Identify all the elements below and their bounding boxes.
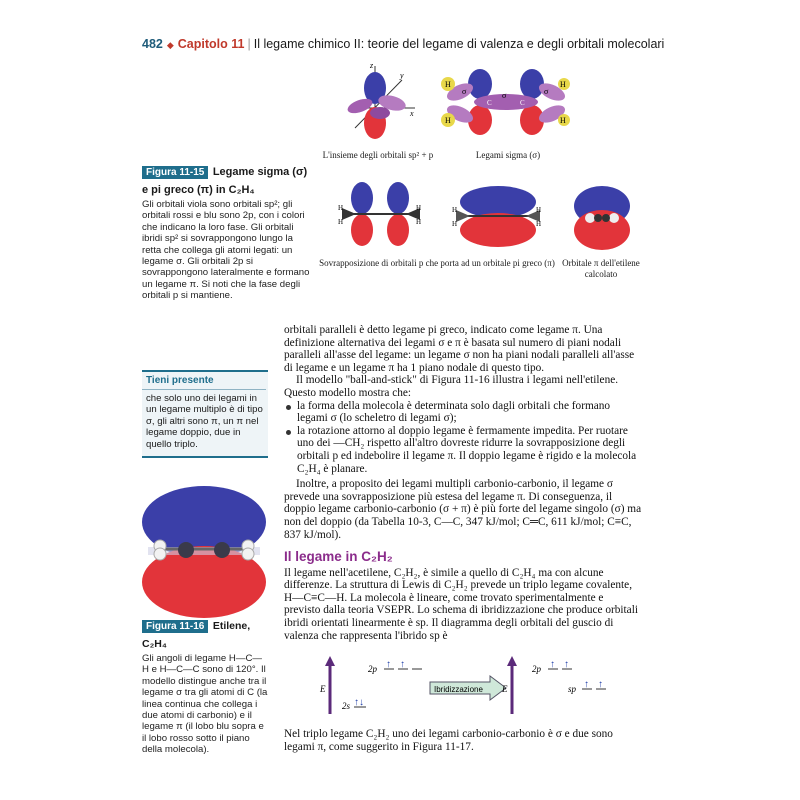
paragraph: Inoltre, a proposito dei legami multipli carbonio-carbonio, il legame σ prevede una sovrapposizione più estesa del legame π. Di conseguenza, il doppio legame carbonio-carbonio (σ + π) è più forte del legame singolo (σ) ma non del doppio (da Tabella 10-3, C—C, 347 kJ/mol; C═C, 611 kJ/mol; C≡C, 837 kJ/mol).: [284, 478, 642, 541]
spin-pair-icon: ↑↓: [354, 697, 364, 708]
main-text-column: [284, 324, 642, 642]
h-atom-label: H: [452, 206, 458, 214]
orbital-label-sp: sp: [568, 684, 577, 694]
hybridization-arrow-label: Ibridizzazione: [434, 685, 483, 694]
h-atom-label: H: [416, 204, 422, 212]
orbital-label-2p: 2p: [532, 664, 541, 674]
sigma-bonds-image: [440, 62, 570, 144]
y-axis-label: y: [400, 71, 404, 80]
spin-up-icon: ↑: [584, 679, 589, 690]
z-axis-label: z: [370, 61, 374, 70]
caption-calculated: Orbitale π dell'etilene calcolato: [562, 258, 640, 279]
c-atom-label: C: [520, 99, 525, 107]
reminder-title: Tieni presente: [146, 375, 214, 386]
reminder-box: [142, 370, 268, 458]
h-atom-label: H: [560, 80, 566, 89]
p-orbitals-image: [336, 178, 426, 248]
orbital-label-2s: 2s: [342, 701, 351, 711]
paragraph: Il legame nell'acetilene, C₂H₂, è simile a quello di C₂H₄ ma con alcune differenze. La struttura di Lewis di C₂H₂ prevede un triplo legame covalente, H—C≡C—H. La molecola è lineare, come trovato sperimentalmente e previsto dalla teoria VSEPR. Lo schema di ibridizzazione che produce orbitali ibridi orientati linearmente è sp. Il diagramma degli orbitali del guscio di valenza che rappresenta l'ibrido sp è: [284, 566, 638, 642]
ethylene-orbital-image: [138, 484, 270, 618]
spin-up-icon: ↑: [564, 659, 569, 670]
chapter-label: Capitolo 11: [177, 37, 245, 51]
figure-text: Gli angoli di legame H—C—H e H—C—C sono di 120°. Il modello distingue anche tra il legame σ tra gli atomi di C (la linea continua che collega i due atomi di carbonio) e il legame π (il lobo blu sopra e il lobo rosso sotto il piano della molecola).: [142, 653, 268, 756]
caption-sigma: Legami sigma (σ): [475, 150, 541, 160]
figure-title: Etilene, C₂H₄: [142, 620, 251, 650]
bullet-item: la forma della molecola è determinata solo dagli orbitali che formano legami σ (lo scheletro di legami σ);: [284, 400, 642, 425]
paragraph: Il modello "ball-and-stick" di Figura 11-16 illustra i legami nell'etilene. Questo modello mostra che:: [284, 374, 619, 399]
h-atom-label: H: [338, 218, 344, 226]
figure-label: Figura 11-15: [142, 166, 208, 179]
h-atom-label: H: [445, 80, 451, 89]
header-separator: |: [247, 37, 251, 51]
figure-11-15-caption: [142, 162, 312, 302]
spin-up-icon: ↑: [598, 679, 603, 690]
sp2-p-orbitals-image: [330, 58, 430, 148]
chapter-title: Il legame chimico II: teorie del legame di valenza e degli orbitali molecolari: [253, 37, 665, 51]
sigma-label: σ: [502, 91, 507, 100]
pi-bond-image: [448, 182, 548, 252]
x-axis-label: x: [410, 109, 414, 118]
figure-11-16-caption: [142, 616, 268, 756]
page-number: 482: [142, 37, 163, 51]
h-atom-label: H: [536, 206, 542, 214]
closing-paragraph: Nel triplo legame C₂H₂ uno dei legami carbonio-carbonio è σ e due sono legami π, come suggerito in Figura 11-17.: [284, 728, 613, 753]
section-heading: Il legame in C₂H₂: [284, 549, 393, 565]
bullet-list: [284, 400, 642, 476]
sigma-label: σ: [462, 87, 467, 96]
caption-overlap: Sovrapposizione di orbitali p che porta ad un orbitale pi greco (π): [319, 258, 555, 268]
figure-title: Legame sigma (σ) e pi greco (π) in C₂H₄: [142, 166, 308, 196]
sigma-label: σ: [544, 87, 549, 96]
spin-up-icon: ↑: [386, 659, 391, 670]
caption-sp2-p: L'insieme degli orbitali sp² + p: [322, 150, 434, 160]
spin-up-icon: ↑: [550, 659, 555, 670]
h-atom-label: H: [560, 116, 566, 125]
h-atom-label: H: [445, 116, 451, 125]
running-header: [142, 37, 664, 51]
hybridization-diagram: [312, 652, 632, 720]
spin-up-icon: ↑: [400, 659, 405, 670]
paragraph: orbitali paralleli è detto legame pi greco, indicato come legame π. Una definizione alternativa dei legami σ e π è basata sul numero di piani nodali paralleli all'asse del legame: un legame σ non ha piani nodali paralleli all'asse di legame e un legame π ha 1 piano nodale di questo tipo.: [284, 324, 635, 374]
energy-label: E: [502, 684, 508, 694]
h-atom-label: H: [536, 220, 542, 228]
c-atom-label: C: [487, 99, 492, 107]
figure-text: Gli orbitali viola sono orbitali sp²; gli orbitali rossi e blu sono 2p, con i colori che indicano la loro fase. Gli orbitali ibridi sp² si sovrappongono lungo la retta che collega gli atomi legati: un legame σ. Gli orbitali 2p si sovrappongono lateralmente e formano un legame π. Si noti che la fase degli orbitali p si mantiene.: [142, 199, 310, 302]
calculated-pi-orbital-image: [568, 184, 636, 252]
h-atom-label: H: [452, 220, 458, 228]
reminder-text: che solo uno dei legami in un legame multiplo è di tipo σ, gli altri sono π, un π nel legame doppio, due in quello triplo.: [142, 389, 266, 450]
diamond-icon: ◆: [166, 40, 174, 50]
bullet-item: la rotazione attorno al doppio legame è fermamente impedita. Per ruotare uno dei —CH₂ rispetto all'altro dovreste ridurre la sovrapposizione degli orbitali p ed indebolire il legame π. Il doppio legame è rigido e la molecola C₂H₄ è planare.: [284, 425, 642, 475]
h-atom-label: H: [416, 218, 422, 226]
orbital-label-2p: 2p: [368, 664, 377, 674]
energy-label: E: [320, 684, 326, 694]
h-atom-label: H: [338, 204, 344, 212]
figure-label: Figura 11-16: [142, 620, 208, 633]
